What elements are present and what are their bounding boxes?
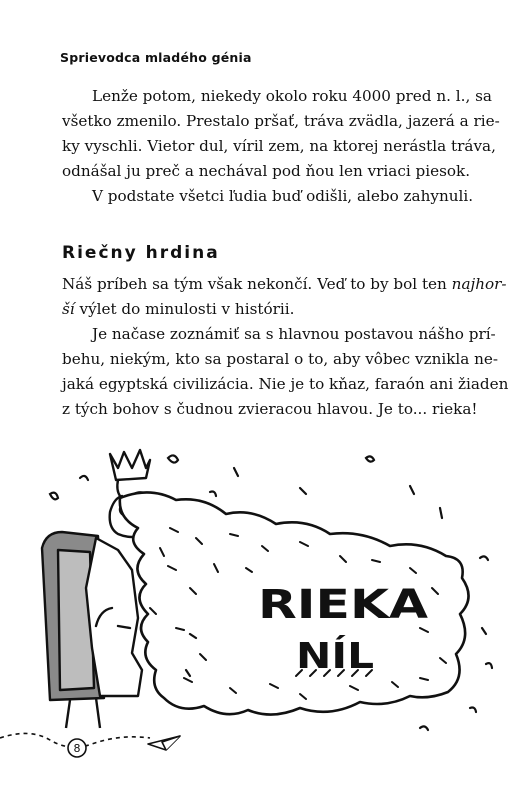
page-number: 8	[73, 742, 81, 755]
running-head: Sprievodca mladého génia	[60, 50, 252, 65]
text-line: behu, niekým, kto sa postaral o to, aby vôbec vznikla ne-	[62, 350, 499, 368]
text-line: jaká egyptská civilizácia. Nie je to kňaz, faraón ani žiaden	[62, 375, 509, 393]
text-run: výlet do minulosti v histórii.	[74, 300, 295, 318]
nile-river-illustration	[0, 438, 520, 800]
river-label-line2: NÍL	[296, 636, 363, 677]
section-title: Riečny hrdina	[62, 243, 220, 263]
page-number-badge	[68, 739, 86, 757]
text-line: V podstate všetci ľudia buď odišli, alebo zahynuli.	[92, 187, 474, 205]
text-line: ky vyschli. Vietor dul, víril zem, na ktorej nerástla tráva,	[62, 137, 496, 155]
paragraph-intro	[62, 84, 500, 209]
text-line	[62, 297, 457, 322]
emphasis-text: najhor-	[451, 275, 507, 293]
river-label-line1: RIEKA	[258, 582, 429, 628]
emphasis-text: ší	[62, 300, 75, 318]
text-line	[62, 272, 507, 297]
text-line: Je načase zoznámiť sa s hlavnou postavou nášho prí-	[92, 325, 496, 343]
text-line: z tých bohov s čudnou zvieracou hlavou. Je to... rieka!	[62, 400, 478, 418]
text-line: odnášal ju preč a nechával pod ňou len vriaci piesok.	[62, 162, 471, 180]
paragraph-story	[62, 272, 507, 322]
text-line: všetko zmenilo. Prestalo pršať, tráva zvädla, jazerá a rie-	[62, 112, 500, 130]
text-line: Lenže potom, niekedy okolo roku 4000 pred n. l., sa	[92, 87, 492, 105]
text-run: Náš príbeh sa tým však nekončí. Veď to by bol ten	[62, 275, 452, 293]
paper-plane-icon	[148, 736, 180, 750]
paragraph-hero	[62, 322, 509, 422]
